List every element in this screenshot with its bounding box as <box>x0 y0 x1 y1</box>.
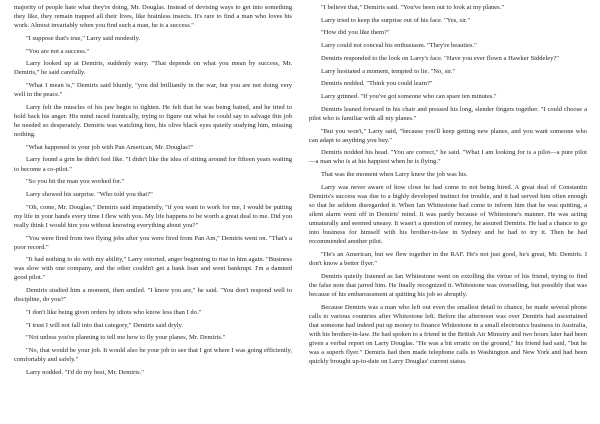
paragraph: That was the moment when Larry knew the job was his. <box>321 171 468 179</box>
right-page-column <box>309 3 587 423</box>
paragraph: "What I mean is," Demiris said bluntly, "you did brilliantly in the war, but you are not doing very well in the peace." <box>14 82 292 99</box>
paragraph: "I suppose that's true," Larry said modestly. <box>26 34 141 42</box>
paragraph: "No, that would be your job. It would also be your job to see that I got where I was going efficiently, comfortably and safely." <box>14 347 292 364</box>
paragraph: Demiris leaned forward in his chair and pressed his long, slender fingers together. "I could choose a pilot who is familiar with all my planes." <box>309 105 587 122</box>
paragraph: Larry looked up at Demiris, suddenly wary. "That depends on what you mean by success, Mr. Demiris," he said carefully. <box>14 60 292 77</box>
paragraph: "He's an American, but we flew together in the RAF. He's not just good, he's great, Mr. Demiris. I don't know a better flyer." <box>309 250 587 268</box>
paragraph: Demiris quietly listened as Ian Whitestone went on extolling the virtue of his friend, trying to find the false note that jarred him. He finally recognized it. Whitestone was overselling, but possibly that was because of his embarrassment at quitting his job so abruptly. <box>309 272 587 298</box>
paragraph: "But you won't," Larry said, "because you'll keep getting new planes, and you want someone who can adapt to anything you buy." <box>309 127 587 144</box>
paragraph: Larry could not conceal his enthusiasm. "They're beauties." <box>321 42 477 50</box>
paragraph: "You were fired from two flying jobs after you were fired from Pan Am," Demiris went on. "That's a poor record." <box>14 234 292 251</box>
paragraph: Demiris nodded his head. "You are correct," he said. "What I am looking for is a pilot—a pure pilot—a man who is at his happiest when he is flying." <box>309 149 587 166</box>
paragraph: Larry was never aware of how close he had come to not being hired. A great deal of Constantin Demiris's success was due to a highly developed instinct for trouble, and it had served him often enough so that he seldom disregarded it. When Ian Whitestone had come to inform him that he was quitting, a silent alarm went off in Demiris' mind. It was partly because of Whitestone's manner. He was acting unnaturally and seemed uneasy. It wasn't a question of money, he assured Demiris. He had a chance to go into business for himself with his brother-in-law in Sydney and he had to try it. Then he had recommended another pilot. <box>309 183 587 246</box>
paragraph: "I trust I will not fall into that category," Demiris said dryly. <box>26 321 184 329</box>
paragraph: Larry tried to keep the surprise out of his face. "Yes, sir." <box>321 16 471 24</box>
paragraph: "Not unless you're planning to tell me how to fly your planes, Mr. Demiris." <box>26 334 226 342</box>
paragraph: "I believe that," Demiris said. "You've been out to look at my planes." <box>321 4 505 11</box>
paragraph: "What happened to your job with Pan American, Mr. Douglas?" <box>26 143 194 151</box>
paragraph: Larry grinned. "If you've got someone who can spare ten minutes." <box>321 93 497 101</box>
paragraph: Demiris studied him a moment, then smiled. "I know you are," he said. "You don't respond well to discipline, do you?" <box>14 287 292 304</box>
paragraph: Larry found a grin he didn't feel like. "I didn't like the idea of sitting around for fifteen years waiting to become a co-pilot." <box>14 156 292 173</box>
paragraph: "It had nothing to do with my ability," Larry retorted, anger beginning to rise in him again. "Business was slow with one company, and the other couldn't get a bank loan and went bankrupt. I'm a damned good pilot." <box>14 256 292 282</box>
paragraph: Larry showed his surprise. "Who told you that?" <box>26 190 153 198</box>
paragraph: Larry nodded. "I'd do my best, Mr. Demiris." <box>26 368 144 376</box>
paragraph: Demiris nodded. "Think you could learn?" <box>321 80 433 88</box>
paragraph: "You are not a success." <box>26 47 90 55</box>
paragraph: Demiris responded to the look on Larry's face. "Have you ever flown a Hawker Siddeley?" <box>321 54 559 62</box>
paragraph: Because Demiris was a man who left out even the smallest detail to chance, he made several phone calls to various countries after Whitestone left. Before the afternoon was over Demiris had ascertained that someone had indeed put up money to finance Whitestone in a small electronics business in Australia, with his brother-in-law. He had spoken to a friend in the British Air Ministry and two hours later had been given a verbal report on Larry Douglas. "He was a bit erratic on the ground," his friend had said, "but he was a superb flyer." Demiris had then made telephone calls to Washington and New York and had been quickly brought up-to-date on Larry Douglas' current status. <box>309 303 587 365</box>
paragraph: "I don't like being given orders by idiots who know less than I do." <box>26 308 202 316</box>
left-page-column <box>14 3 292 423</box>
paragraph: "How did you like them?" <box>321 29 390 37</box>
paragraph: Larry felt the muscles of his jaw begin to tighten. He felt that he was being baited, and he tried to hold back his anger. His mind raced frantically, trying to figure out what he could say to salvage this job he needed so desperately. Demiris was watching him, his olive black eyes quietly studying him, missing nothing. <box>14 103 292 138</box>
paragraph: "So you hit the man you worked for." <box>26 178 125 186</box>
paragraph: Larry hesitated a moment, tempted to lie. "No, sir." <box>321 67 456 75</box>
paragraph: "Oh, come, Mr. Douglas," Demiris said impatiently, "if you want to work for me, I would be putting my life in your hands every time I flew with you. My life happens to be worth a great deal to me. Did you really think I would hire you without knowing everything about you?" <box>14 203 292 229</box>
paragraph: majority of people hate what they're doing, Mr. Douglas. Instead of devising ways to get into something they like, they remain trapped all their lives, like brainless insects. It's rare to find a man who loves his work. Almost invariably when you find such a man, he is a success." <box>14 4 292 30</box>
